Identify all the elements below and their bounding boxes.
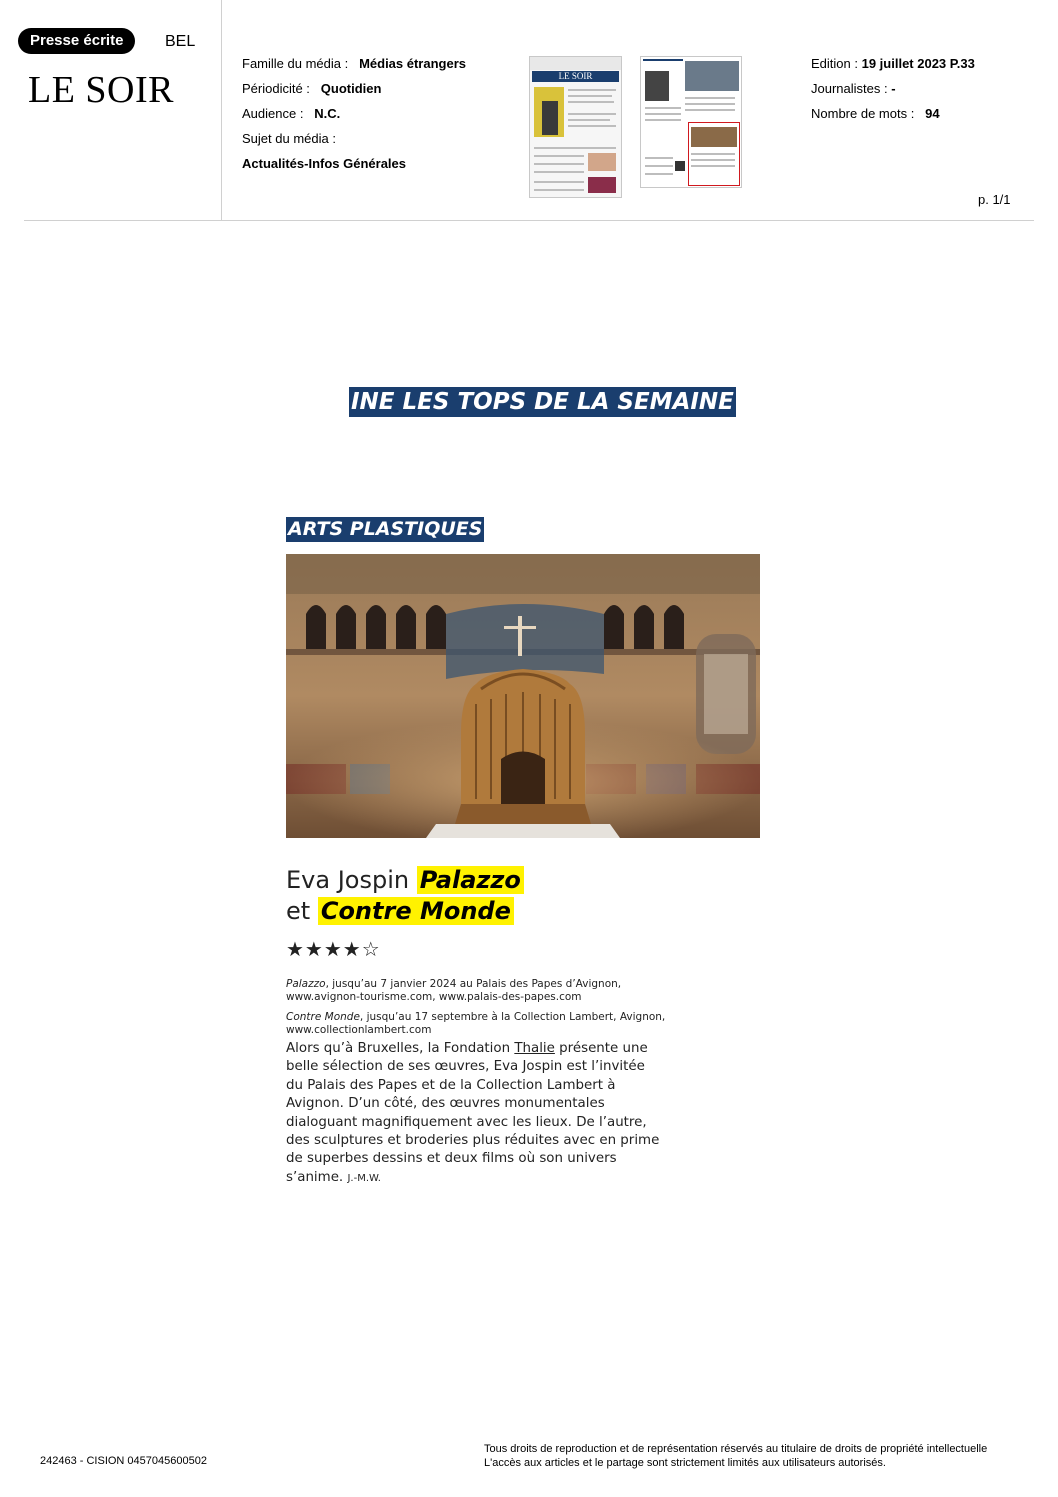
exhibition-title-2: Contre Monde bbox=[318, 897, 514, 925]
meta-value: 94 bbox=[925, 106, 940, 121]
meta-edition bbox=[811, 56, 975, 71]
meta-label: Famille du média : bbox=[242, 56, 349, 71]
meta-value: Médias étrangers bbox=[359, 56, 466, 71]
meta-label: Nombre de mots : bbox=[811, 106, 915, 121]
fondation-link[interactable]: Thalie bbox=[514, 1041, 555, 1056]
body-text-part1: Alors qu’à Bruxelles, la Fondation bbox=[286, 1041, 515, 1056]
artist-name: Eva Jospin bbox=[286, 866, 410, 894]
meta-label: Sujet du média : bbox=[242, 131, 336, 146]
headline-line-2 bbox=[286, 896, 514, 927]
info-contre-monde bbox=[286, 1011, 665, 1037]
front-page-thumbnail[interactable] bbox=[529, 56, 622, 198]
meta-label: Journalistes : bbox=[811, 81, 888, 96]
rubric-banner: ARTS PLASTIQUES bbox=[288, 518, 483, 540]
meta-word-count bbox=[811, 106, 940, 121]
headline-line-1 bbox=[286, 865, 524, 896]
country-code: BEL bbox=[165, 33, 196, 50]
meta-subject-value bbox=[242, 156, 406, 171]
info-text: , jusqu’au 17 septembre à la Collection Lambert, Avignon, bbox=[359, 1011, 666, 1023]
meta-label: Audience : bbox=[242, 106, 304, 121]
info-links: www.avignon-tourisme.com, www.palais-des-papes.com bbox=[286, 991, 582, 1003]
info-palazzo bbox=[286, 978, 621, 1004]
meta-label: Périodicité : bbox=[242, 81, 310, 96]
info-links: www.collectionlambert.com bbox=[286, 1024, 432, 1036]
meta-media-family bbox=[242, 56, 466, 71]
meta-value: - bbox=[891, 81, 896, 96]
author-signature: J.-M.W. bbox=[347, 1172, 381, 1184]
meta-subject bbox=[242, 131, 336, 146]
info-title: Palazzo bbox=[286, 978, 326, 990]
section-banner: INE LES TOPS DE LA SEMAINE bbox=[351, 389, 734, 415]
meta-value: Actualités-Infos Générales bbox=[242, 156, 406, 171]
meta-periodicity bbox=[242, 81, 381, 96]
body-text-part2: présente une belle sélection de ses œuvres, Eva Jospin est l’invitée du Palais des Papes et de la Collection Lambert à Avignon. D’un côté, des œuvres monumentales dialoguant magnifiquement avec les lieux. De l’autre, des sculptures et broderies plus réduites avec en prime de superbes dessins et deux films où son univers s’anime. bbox=[286, 1041, 660, 1185]
article-body bbox=[286, 1040, 666, 1188]
media-type-badge: Presse écrite bbox=[18, 28, 135, 54]
article-page-thumbnail[interactable] bbox=[640, 56, 742, 188]
meta-label: Edition : bbox=[811, 56, 858, 71]
thumbnail-logo: LE SOIR bbox=[532, 71, 619, 82]
page-number: p. 1/1 bbox=[978, 192, 1011, 207]
meta-value: Quotidien bbox=[320, 81, 382, 96]
meta-value: N.C. bbox=[314, 106, 341, 121]
info-title: Contre Monde bbox=[286, 1011, 360, 1023]
publication-logo: LE SOIR bbox=[28, 69, 174, 111]
exhibition-title-1: Palazzo bbox=[417, 866, 524, 894]
header-divider-vertical bbox=[221, 0, 222, 220]
header-divider-horizontal bbox=[24, 220, 1034, 221]
headline-connector: et bbox=[286, 897, 311, 925]
exhibition-photo-illustration bbox=[286, 554, 760, 838]
meta-value: 19 juillet 2023 P.33 bbox=[861, 56, 975, 71]
document-id: 242463 - CISION 0457045600502 bbox=[40, 1455, 207, 1467]
meta-audience bbox=[242, 106, 340, 121]
info-text: , jusqu’au 7 janvier 2024 au Palais des Papes d’Avignon, bbox=[325, 978, 622, 990]
meta-journalists bbox=[811, 81, 896, 96]
rating-stars: ★★★★☆ bbox=[286, 937, 381, 961]
copyright-line-1: Tous droits de reproduction et de représentation réservés au titulaire de droits de propriété intellectuelle bbox=[484, 1443, 988, 1455]
exhibition-photo bbox=[286, 554, 760, 838]
copyright-line-2: L'accès aux articles et le partage sont strictement limités aux utilisateurs autorisés. bbox=[484, 1457, 886, 1469]
